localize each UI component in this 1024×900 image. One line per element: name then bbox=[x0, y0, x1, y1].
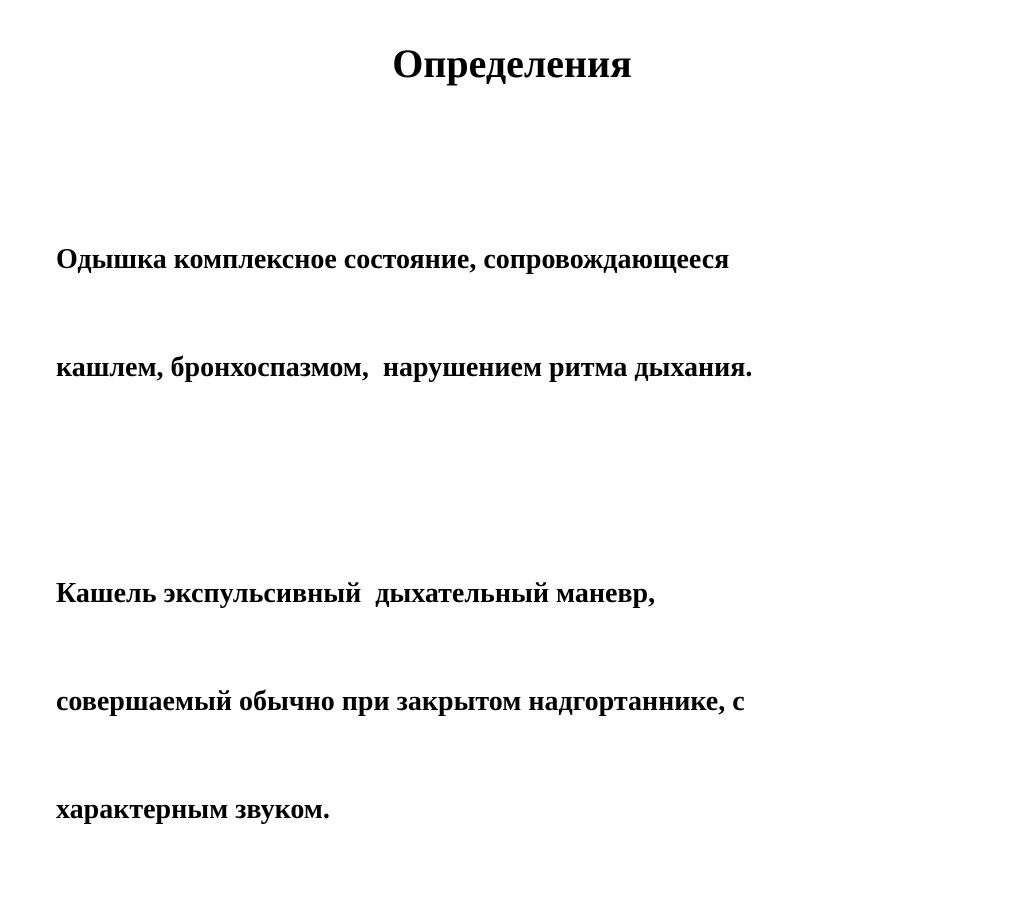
text-line: Кашель экспульсивный дыхательный маневр, bbox=[56, 578, 656, 609]
slide-body bbox=[56, 170, 956, 900]
text-line: кашлем, бронхоспазмом, нарушением ритма дыхания. bbox=[56, 352, 753, 383]
text-line: Одышка комплексное состояние, сопровождающееся bbox=[56, 244, 730, 275]
text-line: совершаемый обычно при закрытом надгортаннике, с bbox=[56, 686, 745, 717]
text-line: характерным звуком. bbox=[56, 794, 330, 825]
definition-dyspnea bbox=[56, 170, 956, 458]
slide-title: Определения bbox=[392, 41, 632, 86]
definition-cough bbox=[56, 504, 956, 900]
